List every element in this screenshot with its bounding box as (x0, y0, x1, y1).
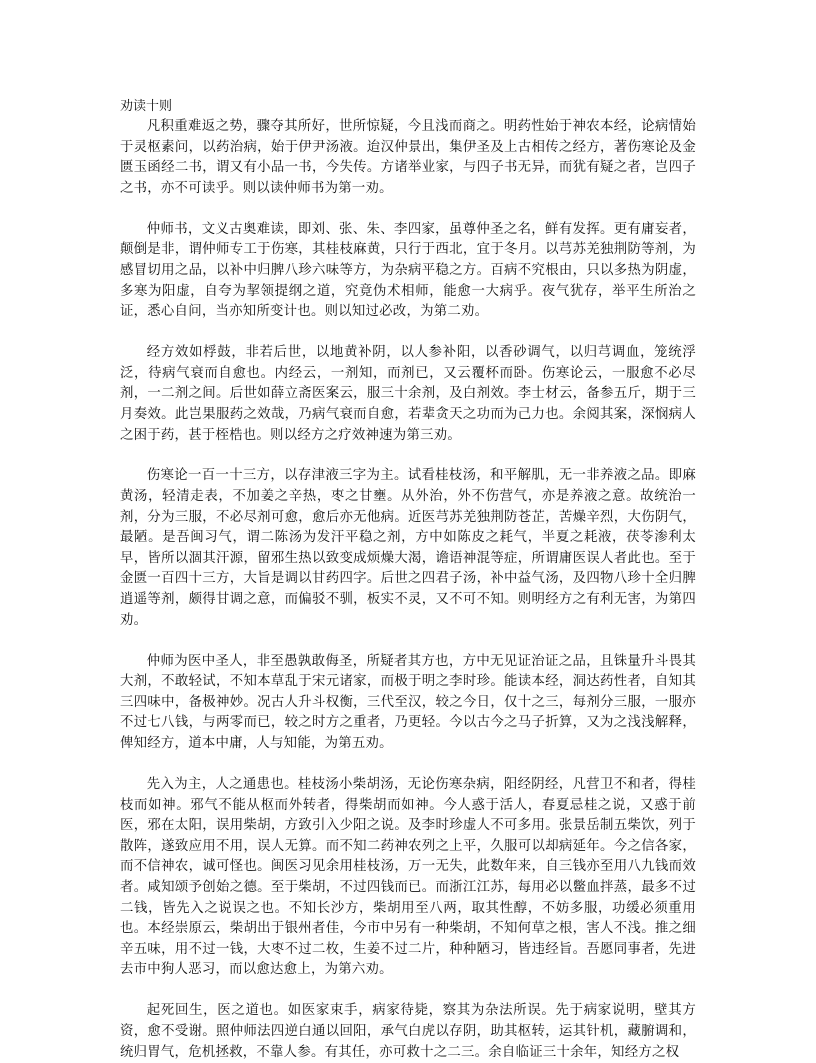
paragraph-fifth-exhortation: 仲师为医中圣人，非至愚孰敢侮圣，所疑者其方也，方中无见证治证之品，且铢量升斗畏其大剂，不敢轻试，不知本草乱于宋元诸家，而极于明之李时珍。能读本经，洞达药性者，自知其三四味中，备极神妙。况古人升斗权衡，三代至汉，较之今日，仅十之三，每剂分三服，一服亦不过七八钱，与两零而已，较之时方之重者，乃更轻。今以古今之马子折算，又为之浅浅解释，俾知经方，道本中庸，人与知能，为第五劝。 (120, 653, 696, 751)
paragraph-sixth-exhortation: 先入为主，人之通患也。桂枝汤小柴胡汤，无论伤寒杂病，阳经阴经，凡营卫不和者，得桂枝而如神。邪气不能从枢而外转者，得柴胡而如神。今人惑于活人，春夏忌桂之说，又惑于前医，邪在太阳，误用柴胡，方致引入少阳之说。及李时珍虚人不可多用。张景岳制五柴饮，列于散阵，遂致应用不用，误人无算。而不知二药神农列之上平，久服可以却病延年。今之信各家，而不信神农，诚可怪也。闽医习见余用桂枝汤，万一无失，此数年来，自三钱亦至用八九钱而效者。咸知颂予创始之德。至于柴胡，不过四钱而已。而浙江江苏，每用必以鳖血拌蒸，最多不过二钱，皆先入之说误之也。不知长沙方，柴胡用至八两，取其性醇，不妨多服，功缓必须重用也。本经崇原云，柴胡出于银州者佳，今市中另有一种柴胡，不知何草之根，害人不浅。推之细辛五味，用不过一钱，大枣不过二枚，生姜不过二片，种种陋习，皆违经旨。吾愿同事者，先进去市中狗人恶习，而以愈达愈上，为第六劝。 (120, 776, 696, 978)
paragraph-first-exhortation: 凡积重难返之势，骤夺其所好，世所惊疑，今且浅而商之。明药性始于神农本经，论病情始于灵枢素问，以药治病，始于伊尹汤液。迨汉仲景出，集伊圣及上古相传之经方，著伤寒论及金匮玉函经二书，谓又有小品一书，今失传。方诸举业家，与四子书无异，而犹有疑之者，岂四子之书，亦不可读乎。则以读仲师书为第一劝。 (120, 119, 696, 196)
document-title: 劝读十则 (120, 99, 173, 114)
paragraph-second-exhortation: 仲师书，文义古奥难读，即刘、张、朱、李四家，虽尊仲圣之名，鲜有发挥。更有庸妄者，颠倒是非，谓仲师专工于伤寒，其桂枝麻黄，只行于西北，宜于冬月。以芎苏羌独荆防等剂，为感冒切用之品，以补中归脾八珍六味等方，为杂病平稳之方。百病不究根由，只以多热为阴虚，多寒为阳虚，自夸为挈领提纲之道，究竟伪术相师，能愈一大病乎。夜气犹存，举平生所治之证，悉心自问，当亦知所变计也。则以知过必改，为第二劝。 (120, 221, 696, 320)
paragraph-third-exhortation: 经方效如桴鼓，非若后世，以地黄补阴，以人参补阳，以香砂调气，以归芎调血，笼统浮泛，待病气衰而自愈也。内经云，一剂知，而剂已，又云覆杯而卧。伤寒论云，一服愈不必尽剂，一二剂之间。后世如薛立斋医案云，服三十余剂，及白剂效。李士材云，备参五斤，期于三月奏效。此岂果服药之效哉，乃病气衰而自愈，若辈贪天之功而为己力也。余阅其案，深悯病人之困于药，甚于桎梏也。则以经方之疗效神速为第三劝。 (120, 345, 696, 443)
document-page (120, 96, 696, 1063)
paragraph-fourth-exhortation: 伤寒论一百一十三方，以存津液三字为主。试看桂枝汤，和平解肌，无一非养液之品。即麻黄汤，轻清走表，不加姜之辛热，枣之甘壅。从外治，外不伤营气，亦是养液之意。故统治一剂，分为三服，不必尽剂可愈，愈后亦无他病。近医芎苏羌独荆防苍芷，苦燥辛烈，大伤阴气，最陋。是吾闽习气，谓二陈汤为发汗平稳之剂，方中如陈皮之耗气，半夏之耗液，茯苓渗利太早，皆所以涸其汗源，留邪生热以致变成烦燥大渴，谵语神混等症，所谓庸医误人者此也。至于金匮一百四十三方，大旨是调以甘药四字。后世之四君子汤，补中益气汤，及四物八珍十全归脾逍遥等剂，颇得甘调之意，而偏驳不驯，板实不灵，又不可不知。则明经方之有利无害，为第四劝。 (120, 468, 696, 628)
paragraph-seventh-exhortation: 起死回生，医之道也。如医家束手，病家待毙，察其为杂法所误。先于病家说明，壁其方资，愈不受谢。照仲师法四逆白通以回阳，承气白虎以存阴，助其枢转，运其针机，藏腑调和，统归胃气，危机拯救，不靠人参。有其任，亦可救十之二三。余自临证三十余年，知经方之权 (120, 1003, 696, 1060)
